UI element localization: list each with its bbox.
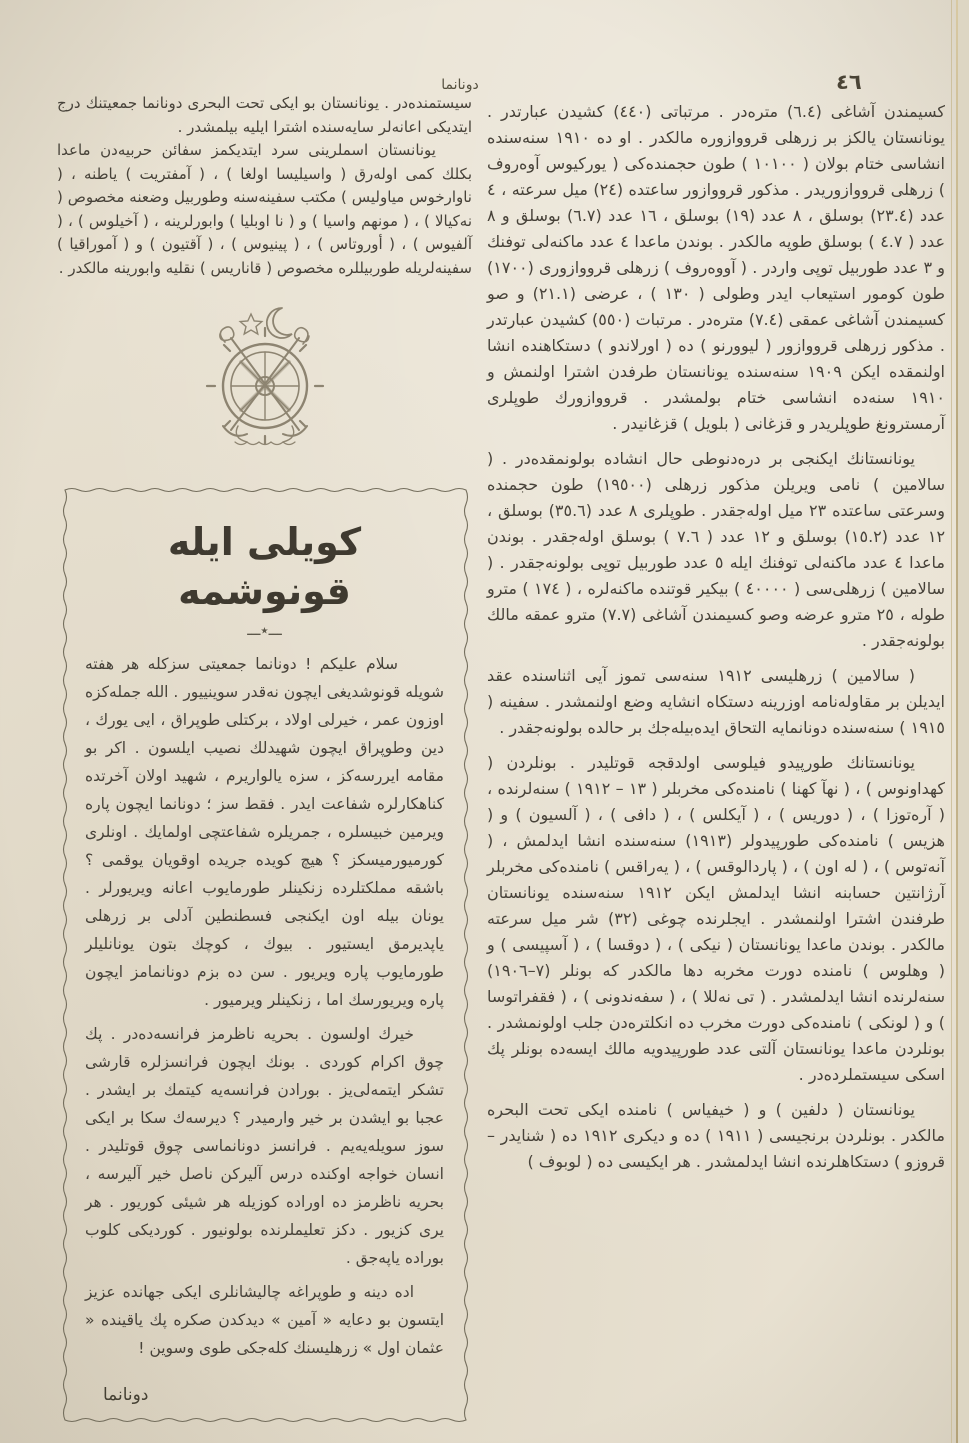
journal-title: دونانما: [441, 77, 479, 93]
article-paragraph: خيرك اولسون . بحريه ناظرمز فرانسه‌ده‌در . پك چوق اكرام كوردى . بونك ايچون فرانسزلره قارشى تشكر ايتمه‌لى‌يز . بورادن فرانسه‌يه كيتمك بر ايشدر . عجبا بو ايشدن بر خير وارميدر ؟ ديرسه‌ك سكا بر ايكى سوز سويله‌يه‌يم . فرانسز دونانماسى چوق قوتليدر . انسان خواجه اوكنده درس آليركن ناصل خير آليرسه ، بحريه ناظرمز ده اوراده كوزيله هر شيئى كوريور . هر يرى كزيور . دكز تعليملرنده بولونيور . كورديكى كلوب بوراده ياپه‌جق .: [85, 1025, 444, 1268]
article-title: كويلى ايله قونوشمه: [167, 520, 362, 614]
page-number: ٤٦: [836, 70, 862, 94]
article-paragraph: اده دينه و طوپراغه چاليشانلرى ايكى جهانده عزيز ايتسون بو دعايه « آمين » ديدكدن صكره پك ياقينده « عثمان اول » زرهليسنك كله‌جكى طوى وسوين !: [85, 1283, 444, 1358]
body-paragraph: يونانستان اسملرينى سرد ايتديكمز سفائن حربيه‌دن ماعدا بكلك كمى اوله‌رق ( واسيليسا اولغا ) ، ( آمفتريت ) ياطنه ، ( ناوارخوس مياوليس ) مكتب سفينه‌سنه وطوربيل وضعنه مخصوص ( نه‌كيالا ) ، ( مونهم واسيا ) و ( نا اوبليا ) وابورلرينه ، ( آخيلوس ) ، ( آلفيوس ) ، ( أوروتاس ) ، ( پينيوس ) ، ( آقتيون ) و ( آموراقيا ) سفينه‌لريله طوربيللره مخصوص ( قاناريس ) نقليه وابورينه مالكدر .: [57, 141, 472, 277]
title-divider: ـــ٭ـــ: [247, 620, 282, 639]
article-signature: دونانما: [103, 1385, 149, 1406]
body-paragraph: يونانستانك طورپيدو فيلوسى اولدقجه قوتليدر . بونلردن ( كهداونوس ) ، ( نهآ كهنا ) نامنده‌كى مخربلر ( ١٣ – ١٩١٢ ) سنه‌لرنده ، ( آره‌توزا ) ، ( دوريس ) ، ( آيكلس ) ، ( دافى ) ، ( آلسيون ) و ( هزيس ) نامنده‌كى طورپيدولر (١٩١٣) سنه‌سنده انشا ايدلمش ، ( آنه‌توس ) ، ( له اون ) ، ( پاردالوقس ) ، ( يه‌راقس ) نامنده‌كى مخربلر آرژانتين حسابنه انشا ايدلمش ايكن ١٩١٢ سنه‌سنده يونانستان طرفندن اشترا اولنمشدر . ايجلرنده چوغى (٣٢) شر ميل سرعته مالكدر . بوندن ماعدا يونانستان ( نيكى ) ، ( دوقسا ) ، ( آسپيسى ) و ( وهلوس ) نامنده دورت مخربه دها مالكدر كه بونلر (٧–١٩٠٦) سنه‌لرنده انشا ايدلمشدر . ( تى نه‌للا ) ، ( سفه‌ندونى ) ، ( فقفراتوسا ) و ( لونكى ) نامنده‌كى دورت مخرب ده انكلتره‌دن جلب اولونمشدر . بونلردن ماعدا يونانستان آلتى عدد طورپيدويه مالك ايسه‌ده بونلر پك اسكى سيستملرده‌در .: [487, 753, 946, 1084]
boxed-article: [61, 486, 470, 1424]
page-edge-strip: [958, 0, 969, 1443]
body-paragraph: ( سالامين ) زرهليسى ١٩١٢ سنه‌سى تموز آيى اثناسنده عقد ايديلن بر مقاوله‌نامه اوزرينه دستكاه انشايه وضع اولنمشدر . سفينه ( ١٩١٥ ) سنه‌سنده دونانمايه التحاق ايده‌بيله‌جك بر حالده بولونه‌جقدر .: [487, 666, 945, 737]
article-paragraph: سلام عليكم ! دونانما جمعيتى سزكله هر هفته شويله قونوشديغى ايچون نه‌قدر سوينييور . الله جمله‌كزه اوزون عمر ، خيرلى اولاد ، بركتلى طوپراق ، ايى يورك ، دين وطوپراق ايچون شهيدلك نصيب ايلسون . اكر بو مقامه ايررسه‌كز ، سزه يالواريرم ، شهيد اولان آخرتده كناهكارلره شفاعت ايدر . فقط سز ؛ دونانما ايچون پاره ويرمين خبيسلره ، جمريلره شفاعتچى اولمايك . اونلرى كورميورميسكز ؟ هيچ كويده جريده اوقويان يوقمى ؟ باشقه مملكتلرده زنكينلر طورمايوب اعانه ويريورلر . يونان بيله اون ايكنجى فسطنطين آدلى بر زرهلى ياپديرمق ايستيور . بيوك ، كوچك بتون يونانليلر طورمايوب پاره ويريور . سن ده بزم دونانمامز ايچون پاره ويريورسك اما ، زنكينلر ويرميور .: [85, 655, 444, 1010]
navy-league-emblem-icon: [195, 302, 335, 452]
left-column-lead: [57, 92, 472, 280]
article-body: [85, 650, 444, 1362]
body-paragraph: كسيمندن آشاغى (٦.٤) متره‌در . مرتباتى (٤٤٠) كشيدن عبارتدر . يونانستان يالكز بر زرهلى قرووازوره مالكدر . او ده ١٩١٠ سنه‌سنده انشاسى ختام بولان ( ١٠١٠٠ ) طون حجمنده‌كى ( يوركيوس آوه‌روف ) زرهلى قرووازوريدر . مذكور قرووازور ساعتده (٢٤) ميل سرعته ، ٤ عدد (٢٣.٤) بوسلق ، ٨ عدد (١٩) بوسلق ، ١٦ عدد (٦.٧) بوسلق و ٨ عدد ( ٤.٧ ) بوسلق طوپه مالكدر . بوندن ماعدا ٤ عدد ماكنه‌لى توفنك و ٣ عدد طوربيل توپى واردر . ( آووه‌روف ) زرهلى قرووازورى (١٧٠٠) طون كومور استيعاب ايدر وطولى ( ١٣٠ ) ، عرضى (٢١.١) و صو كسيمندن آشاغى عمقى (٧.٤) متره‌در . مرتبات (٥٥٠) كشيدن عبارتدر . مذكور زرهلى قرووازور ( ليوورنو ) ده ( اورلاندو ) دستكاهنده انشا اولنمقده ايكن ١٩٠٩ سنه‌سنده يونانستان طرفدن اشترا اولنمش و ١٩١٠ سنه‌ده انشاسى ختام بولمشدر . قرووازورك طوپلرى آرمسترونغ طوپلريدر و قزغانى ( بلويل ) قزغانيدر .: [487, 102, 946, 433]
body-paragraph: يونانستانك ايكنجى بر دره‌دنوطى حال انشاده بولونمقده‌در . ( سالامين ) نامى ويريلن مذكور زرهلى (١٩٥٠٠) طون حجمنده وسرعتى ساعتده ٢٣ ميل اوله‌جقدر . طوپلرى ٨ عدد (٣٥.٦) بوسلق ، ١٢ عدد (١٥.٢) بوسلق و ١٢ عدد ( ٧.٦ ) بوسلق اوله‌جقدر . بوندن ماعدا ٤ عدد ماكنه‌لى توفنك ايله ٥ عدد طوربيل توپى بولونه‌جقدر . ( سالامين ) زرهلى‌سى ( ٤٠٠٠٠ ) بيكير قوتنده ماكنه‌لره ، ( ١٧٤ ) مترو طوله ، ٢٥ مترو عرضه وصو كسيمندن آشاغى (٧.٧) مترو عمقه مالك بولونه‌جقدر .: [487, 449, 946, 650]
page-edge-line: [951, 0, 952, 1443]
body-paragraph: سيستمنده‌در . يونانستان بو ايكى تحت البحرى دونانما جمعيتنك درج ايتديكى اعانه‌لر سايه‌سنده اشترا ايليه بيلمشدر .: [57, 94, 472, 136]
body-paragraph: يونانستان ( دلفين ) و ( خيفياس ) نامنده ايكى تحت البحره مالكدر . بونلردن برنجيسى ( ١٩١١ ) ده و ديكرى ١٩١٢ ده ( شنايدر – قروزو ) دستكاهلرنده انشا ايدلمشدر . هر ايكيسى ده ( لوبوف ): [487, 1100, 946, 1171]
right-text-column: [487, 99, 945, 1331]
left-text-column: [57, 92, 472, 1406]
